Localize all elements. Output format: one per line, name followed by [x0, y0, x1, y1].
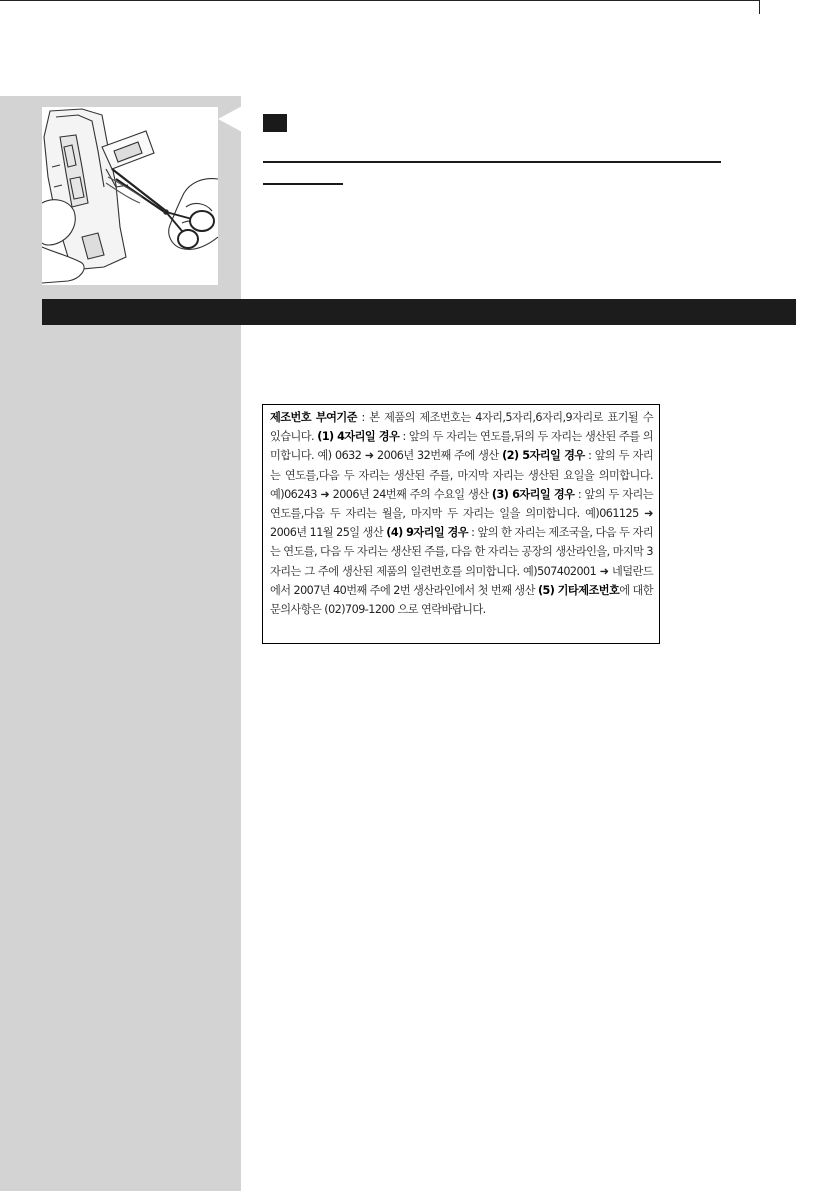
notice-text-segment: 제조번호 부여기준 — [270, 411, 357, 424]
notice-text-segment: 에 대한 문의사항은 (02)709-1200 으로 연락바랍니다. — [270, 583, 654, 617]
notice-text-segment: (1) 4자리일 경우 — [317, 430, 400, 444]
notice-text-segment: : 앞의 두 자리는 연도를,다음 두 자리는 생산된 주를, 마지막 자리는 생산된 요일을 의미합니다.예)06243 ➜ 2006년 24번째 주의 수요일 생산 — [270, 449, 654, 501]
notice-text-segment: : 앞의 두 자리는 연도를,뒤의 두 자리는 생산된 주를 의미합니다. 예) 0632 ➜ 2006년 32번째 주에 생산 — [270, 430, 653, 463]
callout-pointer — [218, 106, 242, 132]
instruction-rule-short — [263, 183, 343, 185]
notice-text-segment: (4) 9자리일 경우 — [386, 526, 469, 540]
step-number-badge — [263, 114, 287, 132]
serial-number-notice — [262, 404, 660, 644]
scissors-cutting-cable-illustration — [42, 107, 218, 285]
notice-text-segment: (5) 기타제조번호 — [537, 583, 620, 597]
section-heading-bar — [42, 299, 796, 325]
notice-text-segment: : 본 제품의 제조번호는 4자리,5자리,6자리,9자리로 표기될 수 있습니다. — [270, 411, 653, 444]
notice-text-segment: : 앞의 두 자리는 연도를,다음 두 자리는 월을, 마지막 두 자리는 일을 의미합니다. 예)061125 ➜ 2006년 11월 25일 생산 — [270, 487, 653, 540]
notice-text-segment: : 앞의 한 자리는 제조국을, 다음 두 자리는 연도를, 다음 두 자리는 생산된 주를, 다음 한 자리는 공장의 생산라인을, 마지막 3자리는 그 주에 생산된 제품의 일련번호를 의미합니다. 예)507402001 ➜ 네덜란드에서 2007년 40번째 주에 2번 생산라인에서 첫 번째 생산 — [270, 526, 653, 597]
top-rule — [0, 0, 760, 1]
notice-text-segment: (2) 5자리일 경우 — [502, 449, 585, 463]
instruction-rule-long — [263, 161, 721, 163]
notice-text-segment: (3) 6자리일 경우 — [491, 487, 575, 501]
illustration-panel — [42, 107, 218, 285]
